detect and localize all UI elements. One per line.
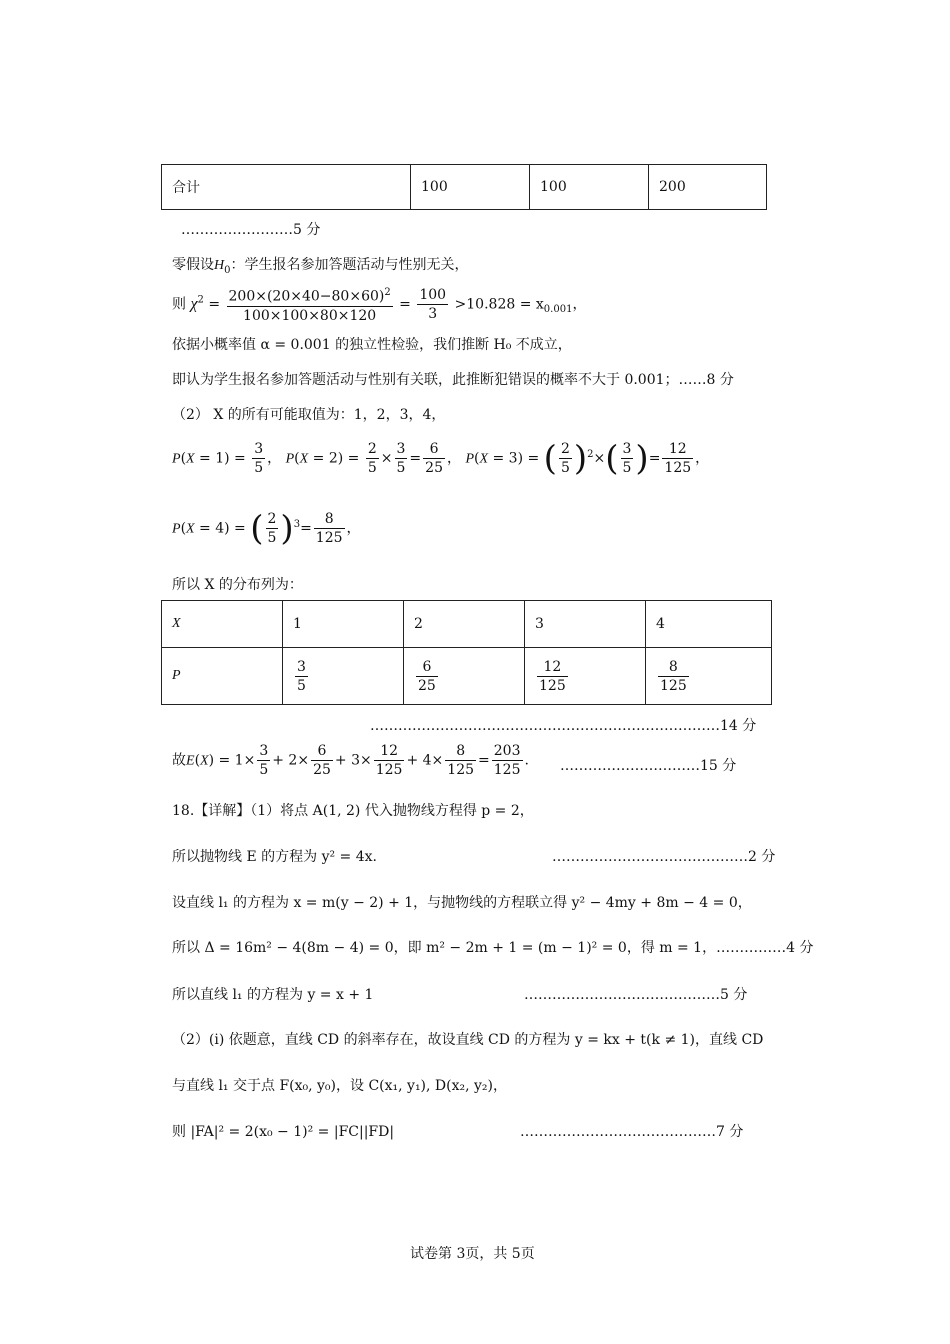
score-marker: …………………………15 分 xyxy=(560,758,737,774)
q18-line: 设直线 l₁ 的方程为 x = m(y − 2) + 1，与抛物线的方程联立得 y² − 4my + 8m − 4 = 0， xyxy=(172,895,752,911)
q18-line: 所以抛物线 E 的方程为 y² = 4x. xyxy=(172,849,377,865)
totals-cell: 100 xyxy=(411,165,530,210)
chi-sub: 0.001 xyxy=(543,304,573,316)
distribution-table xyxy=(161,600,772,705)
prob-formulas-1: P(X = 1) = $\frac{3}{5}$ ， P(X = 2) = $\frac{2}{5}$ × $\frac{3}{5}$ = $\frac{6}{25}$ ， P(X = 3) = ( $\frac{2}{5}$ )$^2$×( $\frac{3}{5}$ )= $\frac{12}{125}$ ， xyxy=(172,438,710,479)
chi-prefix: 则 xyxy=(172,296,186,313)
score-marker: …………………………………………………………………14 分 xyxy=(370,718,757,734)
dist-header-cell: 2 xyxy=(404,601,525,648)
totals-table xyxy=(161,164,767,210)
dist-prob-cell: $\frac{3}{5}$ xyxy=(283,648,404,705)
q18-line: （2）(i) 依题意，直线 CD 的斜率存在，故设直线 CD 的方程为 y = kx + t(k ≠ 1)，直线 CD xyxy=(172,1032,764,1048)
dist-header-cell: 3 xyxy=(525,601,646,648)
expectation-formula: 故E(X) = 1× $\frac{3}{5}$ + 2× $\frac{6}{25}$ + 3× $\frac{12}{125}$ + 4× $\frac{8}{125}$ = $\frac{203}{125}$ . xyxy=(172,743,529,778)
h0-text: ：学生报名参加答题活动与性别无关， xyxy=(230,257,469,273)
q18-heading: 【详解】 xyxy=(194,803,251,819)
h0-prefix: 零假设 xyxy=(172,257,214,273)
dist-prob-cell: $\frac{12}{125}$ xyxy=(525,648,646,705)
totals-cell: 200 xyxy=(649,165,767,210)
ex-prefix: 故 xyxy=(172,752,186,769)
score-marker: ……………………………………2 分 xyxy=(552,849,776,865)
chi-value-num: 100 xyxy=(419,286,447,303)
score-marker: ……………………………………7 分 xyxy=(520,1124,744,1140)
chi-numerator: 200×(20×40−80×60) xyxy=(228,288,385,305)
q18-number: 18. xyxy=(172,803,195,819)
null-hypothesis: 零假设$H_0$：学生报名参加答题活动与性别无关， xyxy=(172,257,469,276)
conclusion-line: 即认为学生报名参加答题活动与性别有关联，此推断犯错误的概率不大于 0.001；……8 分 xyxy=(172,372,734,388)
dist-header-cell: X xyxy=(162,601,283,648)
totals-cell: 100 xyxy=(530,165,649,210)
chi-tail: >10.828 = x xyxy=(454,296,544,313)
chi-denominator: 100×100×80×120 xyxy=(243,307,377,324)
q18-part1: （1）将点 A(1, 2) 代入抛物线方程得 p = 2， xyxy=(250,803,534,819)
alpha-line: 依据小概率值 α = 0.001 的独立性检验，我们推断 H₀ 不成立， xyxy=(172,337,572,353)
part2-intro: （2） X 的所有可能取值为：1，2，3，4， xyxy=(172,407,446,423)
dist-header-cell: 4 xyxy=(646,601,772,648)
score-marker: ……………………………………5 分 xyxy=(524,987,748,1003)
q18-line: 所以直线 l₁ 的方程为 y = x + 1 xyxy=(172,987,374,1003)
score-marker: ……………………5 分 xyxy=(181,222,321,238)
q18-line: 与直线 l₁ 交于点 F(x₀, y₀)，设 C(x₁, y₁), D(x₂, y₂)， xyxy=(172,1078,508,1094)
chi-square-formula: 则 $\chi^2$ = $\frac{200\times(20\times 40-80\times 60)^2}{100\times 100\times 80\times 120}$ = $\frac{100}{3}$ $>10.828 = x_{0.001}$， xyxy=(172,284,586,325)
prob-formulas-2: P(X = 4) = ( $\frac{2}{5}$ )$^3$= $\frac{8}{125}$ ， xyxy=(172,508,361,549)
q18-line: 则 |FA|² = 2(x₀ − 1)² = |FC||FD| xyxy=(172,1124,395,1140)
dist-header-cell: 1 xyxy=(283,601,404,648)
dist-prob-cell: $\frac{8}{125}$ xyxy=(646,648,772,705)
q18-first-line xyxy=(172,800,534,820)
dist-row-label: P xyxy=(162,648,283,705)
dist-prob-cell: $\frac{6}{25}$ xyxy=(404,648,525,705)
page-footer: 试卷第 3页，共 5页 xyxy=(410,1246,535,1262)
totals-label: 合计 xyxy=(162,165,411,210)
distribution-intro: 所以 X 的分布列为： xyxy=(172,577,303,593)
q18-line: 所以 Δ = 16m² − 4(8m − 4) = 0，即 m² − 2m + 1 = (m − 1)² = 0，得 m = 1，……………4 分 xyxy=(172,940,814,956)
chi-value-den: 3 xyxy=(428,305,438,322)
